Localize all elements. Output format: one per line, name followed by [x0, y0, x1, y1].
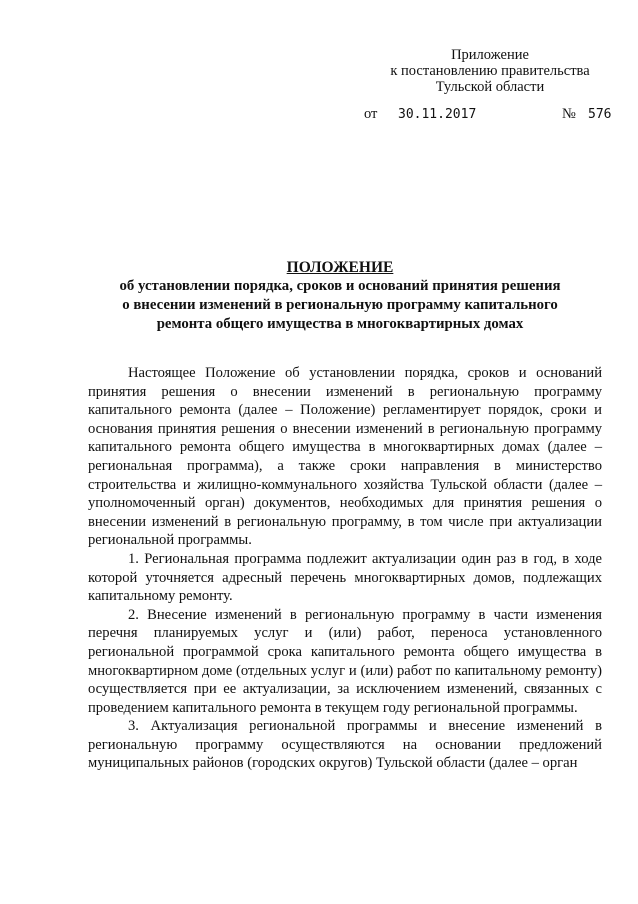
- document-date: 30.11.2017: [398, 107, 477, 122]
- paragraph-3: 3. Актуализация региональной программы и внесение изменений в региональную программу осуществляются на основании предложений муниципальных районов (городских округов) Тульской области (далее – орган: [88, 718, 602, 772]
- paragraph-1: 1. Региональная программа подлежит актуализации один раз в год, в ходе которой уточняется адресный перечень многоквартирных домов, подлежащих капитальному ремонту.: [88, 550, 602, 605]
- heading-line-3: ремонта общего имущества в многоквартирных домах: [156, 316, 524, 332]
- paragraph-2: 2. Внесение изменений в региональную программу в части изменения перечня планируемых услуг и (или) работ, переноса установленного региональной программой срока капитального ремонта общего имущества в многоквартирном доме (отдельных услуг и (или) работ по капитальному ремонту) осуществляется при ее актуализации, за исключением изменений, связанных с проведением капитального ремонта в текущем году региональной программы.: [88, 606, 602, 716]
- paragraph-intro: Настоящее Положение об установлении порядка, сроков и оснований принятия решения о внесении изменений в региональную программу капитального ремонта (далее – Положение) регламентирует порядок, сроки и основания принятия решения о внесении изменений в региональную программу капитального ремонта общего имущества в многоквартирных домах (далее – региональная программа), а также сроки направления в министерство строительства и жилищно-коммунального хозяйства Тульской области (далее – уполномоченный орган) документов, необходимых для принятия решения о внесении изменений в региональную программу, в том числе при актуализации региональной программы.: [88, 365, 602, 549]
- number-sign: №: [562, 106, 576, 122]
- date-from-label: от: [364, 106, 378, 122]
- document-number: 576: [588, 107, 612, 122]
- document-title: ПОЛОЖЕНИЕ: [286, 259, 394, 276]
- appendix-block: [355, 47, 625, 95]
- appendix-line-3: Тульской области: [435, 79, 545, 95]
- dateline: [0, 106, 638, 126]
- heading-line-1: об установлении порядка, сроков и оснований принятия решения: [119, 278, 561, 294]
- document-body: [88, 364, 602, 773]
- heading-line-2: о внесении изменений в региональную программу капитального: [122, 297, 558, 313]
- appendix-line-2: к постановлению правительства: [390, 63, 590, 79]
- appendix-line-1: Приложение: [451, 47, 529, 63]
- document-heading: [60, 258, 620, 334]
